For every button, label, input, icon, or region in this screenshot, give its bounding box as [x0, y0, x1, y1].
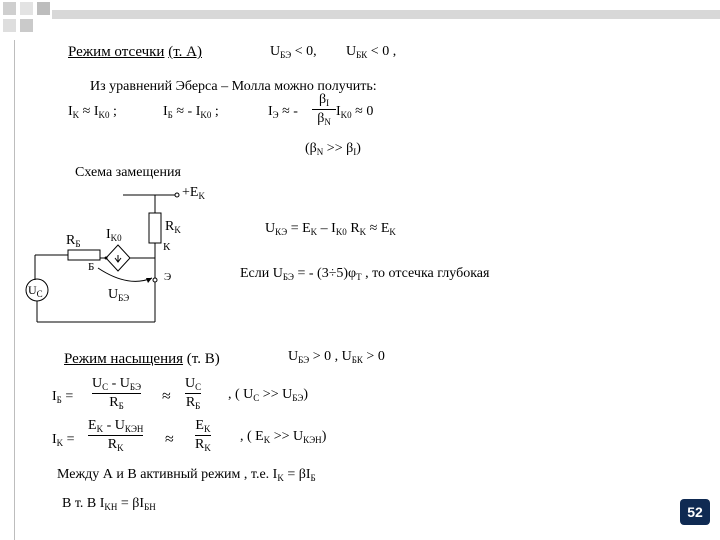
ik-sat-approx: ≈ — [165, 431, 174, 448]
eq-ik-sat-lhs: $I_K$ = — [52, 432, 75, 448]
rk-label: $R_K$ — [165, 219, 181, 235]
ube-label: $U_{БЭ}$ — [108, 287, 130, 303]
ib-sat-fraction-2: $U_C$ $R_Б$ — [185, 376, 202, 411]
cutoff-heading: Режим отсечки (т. А) — [68, 44, 202, 60]
eq-ik-cutoff: $I_K \approx I_{K0}$ ; — [68, 104, 117, 120]
beta-condition: $(\beta_N >> \beta_I)$ — [305, 141, 361, 157]
node-b-label: Б — [88, 261, 95, 273]
node-e-label: Э — [164, 271, 172, 283]
scheme-title: Схема замещения — [75, 165, 181, 180]
ib-sat-fraction-1: $U_C - U_{БЭ}$ $R_Б$ — [92, 376, 142, 411]
uc-label: $U_C$ — [28, 283, 43, 299]
page-number-badge: 52 — [680, 499, 710, 525]
ik-sat-fraction-1: $E_K - U_{КЭН}$ $R_K$ — [88, 418, 144, 453]
ebers-moll-intro: Из уравнений Эберса – Молла можно получить: — [90, 79, 377, 94]
eq-ib-sat-lhs: $I_Б$ = — [52, 389, 74, 405]
eq-ik0-approx: $I_{K0} \approx 0$ — [336, 104, 374, 120]
supply-label: $+E_K$ — [182, 185, 205, 201]
saturation-condition: $U_{БЭ} > 0$ , $U_{БК} > 0$ — [288, 349, 385, 365]
eq-ie-cutoff: $I_Э$ ≈ - — [268, 104, 298, 120]
saturation-heading: Режим насыщения (т. В) — [64, 351, 220, 367]
saturation-point-note: В т. В $I_{KH} = \beta I_{БН}$ — [62, 496, 156, 512]
active-mode-note: Между А и В активный режим , т.е. $I_K = \beta I_Б$ — [57, 467, 316, 483]
cutoff-condition-ubk: $U_{БК} < 0$ , — [346, 44, 397, 60]
ib-sat-approx: ≈ — [162, 388, 171, 405]
cutoff-condition-ube: $U_{БЭ} < 0$, — [270, 44, 317, 60]
rb-label: $R_Б$ — [66, 233, 81, 249]
ib-sat-condition: , ( $U_C >> U_{БЭ}$) — [228, 387, 308, 403]
node-k-label: К — [163, 241, 171, 253]
eq-uke-cutoff: $U_{КЭ} = E_K - I_{K0}$ $R_K \approx E_K$ — [265, 221, 396, 237]
ik-sat-condition: , ( $E_K >> U_{КЭН}$) — [240, 429, 327, 445]
eq-ib-cutoff: $I_Б$ ≈ - $I_{K0}$ ; — [163, 104, 219, 120]
deep-cutoff-note: Если $U_{БЭ}$ = - $(3\div 5)\varphi_T$ , то отсечка глубокая — [240, 266, 490, 282]
ik-sat-fraction-2: $E_K$ $R_K$ — [195, 418, 211, 453]
beta-ratio-fraction: $\beta_I$ $\beta_N$ — [312, 92, 336, 127]
ik0-label: $I_{K0}$ — [106, 227, 122, 243]
